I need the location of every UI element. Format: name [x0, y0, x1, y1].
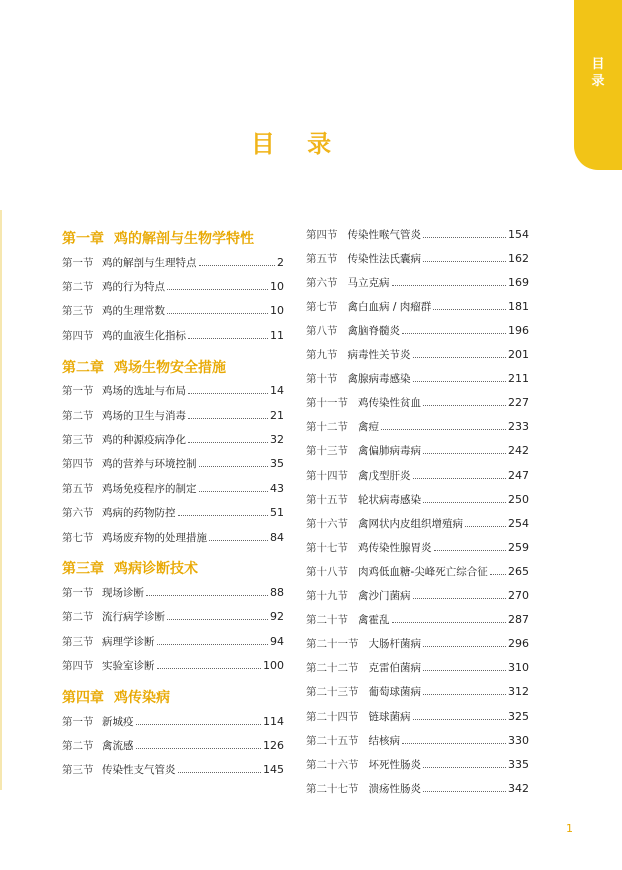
- toc-entry[interactable]: [306, 539, 529, 555]
- toc-entry[interactable]: [306, 563, 529, 579]
- toc-entry[interactable]: [62, 456, 284, 472]
- toc-entry[interactable]: [306, 612, 529, 628]
- page-ref: 162: [508, 251, 529, 265]
- section-number: 第二十六节: [306, 758, 359, 771]
- section-title: 禽戊型肝炎: [358, 469, 411, 482]
- dot-leader: [146, 595, 268, 596]
- section-number: 第六节: [306, 276, 338, 289]
- page-ref: 242: [508, 444, 529, 458]
- section-number: 第九节: [306, 349, 338, 361]
- page-ref: 100: [263, 659, 284, 673]
- toc-entry[interactable]: [62, 658, 284, 674]
- chapter-title: 鸡的解剖与生物学特性: [114, 231, 254, 247]
- section-title: 肉鸡低血糖-尖峰死亡综合征: [358, 565, 488, 578]
- section-number: 第一节: [62, 385, 94, 398]
- page-ref: 51: [270, 506, 284, 520]
- page-ref: 181: [508, 299, 529, 313]
- chapter-number: 第二章: [62, 359, 104, 376]
- dot-leader: [392, 622, 507, 623]
- dot-leader: [167, 313, 268, 314]
- side-tab-label: 目 录: [591, 57, 605, 89]
- toc-entry[interactable]: [62, 633, 284, 649]
- page-ref: 287: [508, 613, 529, 627]
- toc-entry[interactable]: [62, 505, 284, 521]
- section-number: 第二十四节: [306, 710, 359, 723]
- toc-entry[interactable]: [62, 383, 284, 399]
- dot-leader: [209, 540, 268, 541]
- dot-leader: [199, 265, 276, 266]
- page-ref: 265: [508, 564, 529, 578]
- dot-leader: [423, 767, 506, 768]
- section-number: 第四节: [62, 660, 94, 673]
- dot-leader: [136, 748, 262, 749]
- toc-entry[interactable]: [306, 467, 529, 483]
- toc-entry[interactable]: [306, 322, 529, 338]
- toc-entry[interactable]: [306, 780, 529, 796]
- dot-leader: [490, 574, 506, 575]
- toc-entry[interactable]: [62, 480, 284, 496]
- toc-entry[interactable]: [62, 529, 284, 545]
- dot-leader: [423, 237, 506, 238]
- section-title: 实验室诊断: [102, 660, 155, 673]
- section-title: 鸡的种源疫病净化: [102, 433, 186, 446]
- section-title: 流行病学诊断: [102, 611, 165, 624]
- page-ref: 10: [270, 304, 284, 318]
- section-number: 第二十七节: [306, 782, 359, 795]
- toc-entry[interactable]: [306, 419, 529, 435]
- section-number: 第七节: [62, 531, 94, 544]
- section-number: 第二十五节: [306, 734, 359, 747]
- section-title: 禽霍乱: [358, 614, 390, 627]
- section-number: 第二十二节: [306, 662, 359, 675]
- section-title: 病毒性关节炎: [347, 349, 411, 361]
- dot-leader: [199, 466, 269, 467]
- dot-leader: [178, 772, 262, 773]
- toc-entry[interactable]: [306, 347, 529, 363]
- section-number: 第三节: [62, 433, 94, 446]
- dot-leader: [423, 502, 506, 503]
- section-number: 第一节: [62, 586, 94, 599]
- section-number: 第二节: [62, 611, 94, 624]
- section-title: 结核病: [368, 734, 400, 747]
- section-title: 鸡的生理常数: [102, 305, 165, 318]
- page-ref: 270: [508, 589, 529, 602]
- section-title: 鸡传染性贫血: [358, 397, 421, 410]
- page-ref: 88: [270, 585, 284, 599]
- dot-leader: [413, 719, 507, 720]
- dot-leader: [423, 405, 506, 406]
- section-title: 马立克病: [347, 276, 390, 289]
- section-title: 传染性支气管炎: [102, 764, 176, 777]
- chapter-number: 第一章: [62, 231, 104, 247]
- section-number: 第四节: [62, 329, 94, 342]
- dot-leader: [167, 289, 268, 290]
- page-ref: 14: [270, 384, 284, 398]
- page-ref: 330: [508, 733, 529, 747]
- dot-leader: [465, 526, 506, 527]
- dot-leader: [423, 791, 506, 792]
- section-title: 鸡传染性腺胃炎: [358, 541, 432, 554]
- page-ref: 154: [508, 227, 529, 241]
- section-title: 大肠杆菌病: [368, 638, 421, 651]
- dot-leader: [381, 429, 506, 430]
- dot-leader: [392, 285, 507, 286]
- section-number: 第七节: [306, 300, 338, 313]
- toc-entry[interactable]: [306, 636, 529, 652]
- section-number: 第六节: [62, 507, 94, 520]
- toc-entry[interactable]: [306, 515, 529, 531]
- page-ref: 114: [263, 714, 284, 728]
- section-number: 第一节: [62, 715, 94, 728]
- section-title: 传染性法氏囊病: [347, 252, 421, 265]
- dot-leader: [423, 670, 506, 671]
- dot-leader: [178, 515, 269, 516]
- section-title: 禽偏肺病毒病: [358, 445, 421, 458]
- dot-leader: [157, 644, 269, 645]
- toc-entry[interactable]: [306, 226, 529, 242]
- page-ref: 312: [508, 685, 529, 699]
- section-title: 禽流感: [102, 739, 134, 752]
- toc-entry[interactable]: [306, 756, 529, 772]
- toc-entry[interactable]: [306, 274, 529, 290]
- page-ref: 2: [277, 255, 284, 269]
- section-title: 鸡场废弃物的处理措施: [102, 531, 207, 544]
- page-ref: 201: [508, 348, 529, 361]
- section-title: 鸡场的选址与布局: [102, 385, 186, 398]
- section-title: 禽痘: [358, 421, 379, 434]
- chapter-number: 第三章: [62, 561, 104, 578]
- page-ref: 342: [508, 781, 529, 795]
- toc-entry[interactable]: [306, 684, 529, 700]
- page-ref: 11: [270, 328, 284, 342]
- dot-leader: [413, 357, 507, 358]
- chapter-title: 鸡病诊断技术: [114, 561, 198, 578]
- section-title: 禽网状内皮组织增殖病: [358, 517, 463, 530]
- toc-entry[interactable]: [62, 609, 284, 625]
- section-number: 第三节: [62, 764, 94, 777]
- section-number: 第八节: [306, 324, 338, 337]
- dot-leader: [167, 619, 268, 620]
- section-title: 禽沙门菌病: [358, 590, 411, 602]
- section-number: 第十五节: [306, 493, 348, 506]
- section-number: 第四节: [306, 228, 338, 241]
- toc-entry[interactable]: [306, 298, 529, 314]
- section-title: 禽脑脊髓炎: [347, 324, 400, 337]
- section-number: 第十节: [306, 373, 338, 386]
- toc-entry[interactable]: [306, 371, 529, 387]
- dot-leader: [402, 333, 506, 334]
- section-title: 葡萄球菌病: [368, 686, 421, 699]
- dot-leader: [402, 743, 506, 744]
- section-number: 第十三节: [306, 445, 348, 458]
- section-title: 鸡的营养与环境控制: [102, 458, 197, 471]
- dot-leader: [188, 393, 268, 394]
- page-ref: 250: [508, 492, 529, 506]
- toc-entry[interactable]: [62, 254, 284, 270]
- page-title: 目 录: [250, 130, 344, 158]
- toc-entry[interactable]: [62, 584, 284, 600]
- page-ref: 84: [270, 530, 284, 544]
- section-title: 病理学诊断: [102, 635, 155, 648]
- section-number: 第二节: [62, 739, 94, 752]
- page-ref: 296: [508, 637, 529, 651]
- toc-entry[interactable]: [62, 431, 284, 447]
- section-title: 克雷伯菌病: [368, 662, 421, 675]
- section-title: 鸡的解剖与生理特点: [102, 256, 197, 269]
- dot-leader: [188, 418, 268, 419]
- toc-entry[interactable]: [62, 303, 284, 319]
- section-number: 第十九节: [306, 590, 348, 602]
- left-margin-rule: [0, 210, 2, 790]
- page-ref: 247: [508, 468, 529, 482]
- section-title: 鸡场免疫程序的制定: [102, 482, 197, 495]
- page-ref: 227: [508, 396, 529, 410]
- section-number: 第五节: [306, 252, 338, 265]
- section-number: 第十六节: [306, 517, 348, 530]
- toc-entry[interactable]: [306, 708, 529, 724]
- chapter-heading[interactable]: [62, 558, 198, 578]
- section-title: 溃疡性肠炎: [368, 782, 421, 795]
- dot-leader: [423, 694, 506, 695]
- section-number: 第二十节: [306, 614, 348, 627]
- section-title: 坏死性肠炎: [368, 758, 421, 771]
- toc-entry[interactable]: [306, 250, 529, 266]
- section-number: 第十四节: [306, 469, 348, 482]
- page-ref: 10: [270, 279, 284, 293]
- section-number: 第十七节: [306, 541, 348, 554]
- page-ref: 21: [270, 408, 284, 422]
- section-title: 鸡病的药物防控: [102, 507, 176, 520]
- chapter-heading[interactable]: [62, 357, 226, 377]
- toc-entry[interactable]: [62, 762, 284, 778]
- section-number: 第二十三节: [306, 686, 359, 699]
- dot-leader: [413, 381, 507, 382]
- page-ref: 233: [508, 420, 529, 434]
- page-ref: 94: [270, 634, 284, 648]
- page-ref: 259: [508, 540, 529, 554]
- dot-leader: [413, 478, 507, 479]
- toc-entry[interactable]: [306, 491, 529, 507]
- section-title: 轮状病毒感染: [358, 493, 421, 506]
- page-ref: 32: [270, 432, 284, 446]
- toc-entry[interactable]: [306, 732, 529, 748]
- section-title: 鸡的行为特点: [102, 280, 165, 293]
- toc-entry[interactable]: [62, 278, 284, 294]
- chapter-title: 鸡场生物安全措施: [114, 359, 226, 376]
- page-ref: 43: [270, 481, 284, 495]
- section-title: 传染性喉气管炎: [347, 228, 421, 241]
- section-number: 第十八节: [306, 565, 348, 578]
- section-number: 第三节: [62, 635, 94, 648]
- chapter-title: 鸡传染病: [114, 690, 170, 706]
- page-ref: 92: [270, 610, 284, 624]
- section-title: 新城疫: [102, 715, 134, 728]
- toc-entry[interactable]: [306, 660, 529, 676]
- section-title: 鸡的血液生化指标: [102, 329, 186, 342]
- dot-leader: [413, 598, 507, 599]
- section-title: 禽腺病毒感染: [347, 373, 411, 386]
- toc-entry[interactable]: [62, 407, 284, 423]
- section-number: 第二节: [62, 280, 94, 293]
- section-number: 第十一节: [306, 397, 348, 410]
- page-ref: 254: [508, 516, 529, 530]
- page-ref: 211: [508, 372, 529, 386]
- toc-entry[interactable]: [306, 443, 529, 459]
- page-ref: 35: [270, 457, 284, 471]
- section-number: 第二节: [62, 409, 94, 422]
- section-number: 第一节: [62, 256, 94, 269]
- dot-leader: [188, 338, 268, 339]
- chapter-number: 第四章: [62, 690, 104, 706]
- dot-leader: [423, 646, 506, 647]
- page-ref: 145: [263, 763, 284, 777]
- page-ref: 169: [508, 275, 529, 289]
- page-number: 1: [566, 822, 573, 835]
- dot-leader: [157, 668, 262, 669]
- toc-entry[interactable]: [62, 737, 284, 753]
- section-number: 第十二节: [306, 421, 348, 434]
- dot-leader: [136, 724, 262, 725]
- page-ref: 325: [508, 709, 529, 723]
- section-number: 第五节: [62, 482, 94, 495]
- section-title: 禽白血病 / 肉瘤群: [347, 300, 432, 313]
- section-title: 链球菌病: [368, 710, 411, 723]
- page-ref: 196: [508, 323, 529, 337]
- section-number: 第二十一节: [306, 638, 359, 651]
- page-ref: 310: [508, 661, 529, 675]
- dot-leader: [433, 309, 506, 310]
- page-ref: 335: [508, 757, 529, 771]
- section-number: 第三节: [62, 305, 94, 318]
- toc-entry[interactable]: [306, 588, 529, 604]
- toc-entry[interactable]: [62, 713, 284, 729]
- section-title: 现场诊断: [102, 586, 144, 599]
- toc-entry[interactable]: [306, 395, 529, 411]
- page-ref: 126: [263, 738, 284, 752]
- section-number: 第四节: [62, 458, 94, 471]
- dot-leader: [423, 261, 506, 262]
- chapter-heading[interactable]: [62, 228, 254, 248]
- chapter-heading[interactable]: [62, 687, 170, 707]
- dot-leader: [423, 453, 506, 454]
- dot-leader: [188, 442, 268, 443]
- dot-leader: [199, 491, 269, 492]
- section-title: 鸡场的卫生与消毒: [102, 409, 186, 422]
- dot-leader: [434, 550, 507, 551]
- toc-entry[interactable]: [62, 327, 284, 343]
